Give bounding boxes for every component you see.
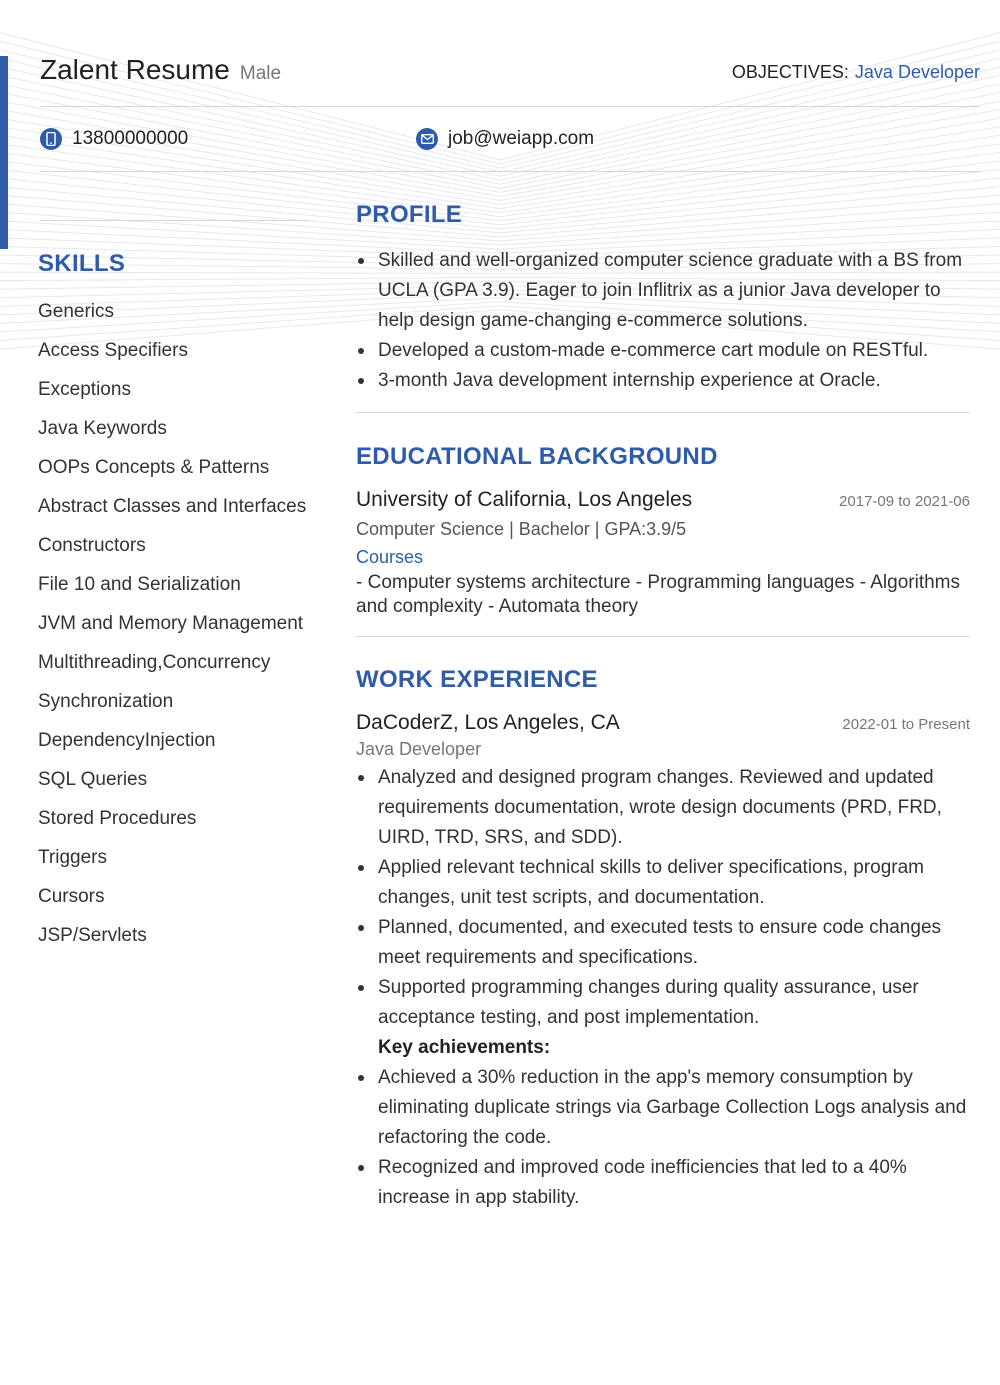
work-date: 2022-01 to Present <box>842 716 970 733</box>
work-bullet: Applied relevant technical skills to deliver specifications, program changes, unit test scripts, and documentation. <box>356 853 970 913</box>
skill-item: Generics <box>38 301 115 322</box>
accent-bar <box>0 56 8 249</box>
skills-title: SKILLS <box>38 250 126 277</box>
achievement-bullet: Recognized and improved code inefficiencies that led to a 40% increase in app stability. <box>356 1153 970 1213</box>
skill-item: Java Keywords <box>38 418 167 439</box>
skills-list <box>38 292 306 955</box>
skill-item: Stored Procedures <box>38 808 197 829</box>
profile-bullet: Skilled and well-organized computer science graduate with a BS from UCLA (GPA 3.9). Eager to join Inflitrix as a junior Java developer to help design game-changing e-commerce solutions. <box>356 246 970 336</box>
header-divider <box>40 106 980 107</box>
job-role: Java Developer <box>356 739 482 759</box>
gender-text: Male <box>239 63 282 84</box>
objective <box>732 62 980 83</box>
objective-label: OBJECTIVES: <box>731 62 849 82</box>
profile-title: PROFILE <box>356 201 463 228</box>
name-text: Zalent Resume <box>40 54 230 85</box>
skill-item: SQL Queries <box>38 769 148 790</box>
skill-item: DependencyInjection <box>38 730 216 751</box>
profile-bullet: Developed a custom-made e-commerce cart module on RESTful. <box>356 336 970 366</box>
degree-details: Computer Science | Bachelor | GPA:3.9/5 <box>356 519 687 539</box>
candidate-name <box>40 54 281 86</box>
courses-text: - Computer systems architecture - Programming languages - Algorithms and complexity - Automata theory <box>356 572 961 617</box>
work-bullet: Supported programming changes during quality assurance, user acceptance testing, and post implementation. <box>356 973 970 1033</box>
skill-item: Multithreading,Concurrency <box>38 652 271 673</box>
education-title: EDUCATIONAL BACKGROUND <box>356 443 718 470</box>
profile-list <box>356 246 970 396</box>
work-bullets <box>356 763 970 1213</box>
courses-label: Courses <box>356 547 424 567</box>
education-date: 2017-09 to 2021-06 <box>839 493 970 510</box>
resume-header <box>40 54 980 94</box>
contact-divider <box>40 171 980 172</box>
objective-value: Java Developer <box>854 62 980 82</box>
skill-item: Synchronization <box>38 691 174 712</box>
skill-item: Constructors <box>38 535 146 556</box>
contact-email <box>416 128 594 150</box>
skill-item: Triggers <box>38 847 107 868</box>
mail-icon <box>416 128 438 150</box>
skill-item: File 10 and Serialization <box>38 574 241 595</box>
profile-divider <box>356 412 970 413</box>
work-bullet: Planned, documented, and executed tests to ensure code changes meet requirements and specifications. <box>356 913 970 973</box>
achievements-label: Key achievements: <box>378 1037 551 1058</box>
skill-item: Exceptions <box>38 379 131 400</box>
company-name: DaCoderZ, Los Angeles, CA <box>356 711 620 734</box>
education-divider <box>356 636 970 637</box>
skill-item: Access Specifiers <box>38 340 188 361</box>
skill-item: OOPs Concepts & Patterns <box>38 457 270 478</box>
phone-number: 13800000000 <box>72 128 189 149</box>
skill-item: Abstract Classes and Interfaces <box>38 496 307 517</box>
phone-icon <box>40 128 62 150</box>
sidebar-divider <box>40 220 310 221</box>
skill-item: Cursors <box>38 886 105 907</box>
skill-item: JSP/Servlets <box>38 925 147 946</box>
school-name: University of California, Los Angeles <box>356 488 693 511</box>
achievement-bullet: Achieved a 30% reduction in the app's memory consumption by eliminating duplicate strings via Garbage Collection Logs analysis and refactoring the code. <box>356 1063 970 1153</box>
profile-bullet: 3-month Java development internship experience at Oracle. <box>356 366 970 396</box>
email-address: job@weiapp.com <box>448 128 595 149</box>
skill-item: JVM and Memory Management <box>38 613 304 634</box>
work-bullet: Analyzed and designed program changes. Reviewed and updated requirements documentation, wrote design documents (PRD, FRD, UIRD, TRD, SRS, and SDD). <box>356 763 970 853</box>
contact-phone <box>40 128 188 150</box>
work-title: WORK EXPERIENCE <box>356 666 598 693</box>
